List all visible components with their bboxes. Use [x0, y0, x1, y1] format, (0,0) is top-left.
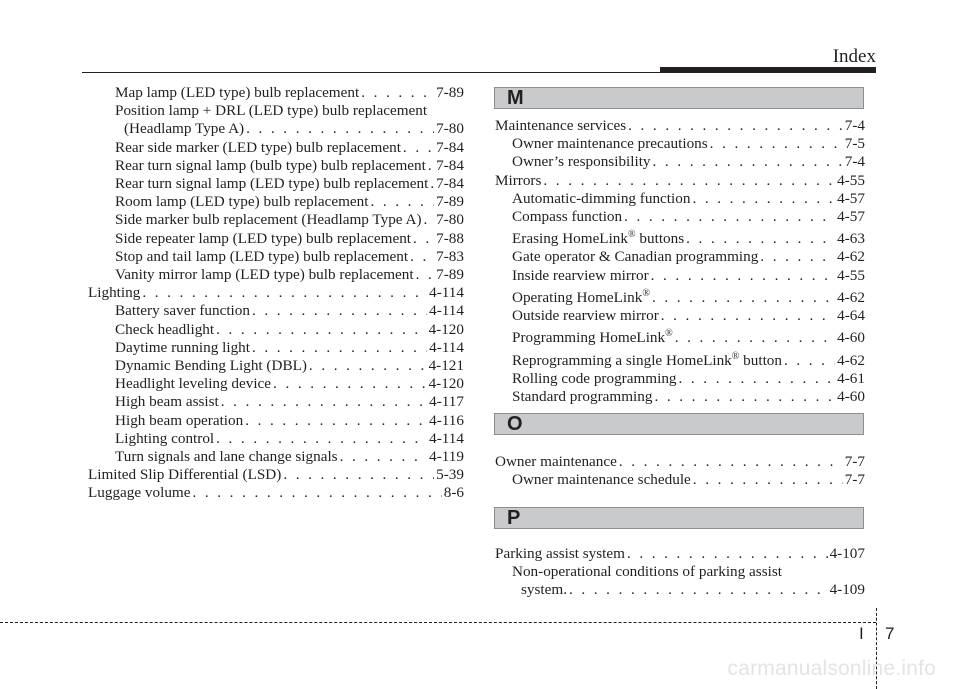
- leader-dots: [661, 307, 835, 325]
- entry-term: Position lamp + DRL (LED type) bulb replacement: [115, 102, 428, 120]
- leader-dots: [693, 471, 843, 489]
- entry-term: Standard programming: [512, 388, 653, 406]
- section-header-o: [494, 413, 864, 435]
- entry-page-ref: 4-119: [429, 448, 464, 466]
- leader-dots: [221, 393, 427, 411]
- leader-dots: [283, 466, 434, 484]
- leader-dots: [410, 248, 434, 266]
- registered-mark: ®: [628, 229, 636, 241]
- leader-dots: [413, 230, 434, 248]
- entry-page-ref: 4-55: [837, 266, 865, 284]
- index-entry: [88, 412, 464, 430]
- index-entry: [88, 284, 464, 302]
- entry-page-ref: 7-5: [844, 135, 865, 153]
- index-entry: [495, 285, 865, 307]
- section-header-p: [494, 507, 864, 529]
- entry-term: Parking assist system: [495, 545, 625, 562]
- leader-dots: [692, 190, 835, 208]
- index-entry: [495, 267, 865, 285]
- entry-term: Rear turn signal lamp (bulb type) bulb replacement: [115, 156, 426, 174]
- entry-page-ref: 7-89: [436, 84, 464, 101]
- entry-term: Side marker bulb replacement (Headlamp Type A): [115, 211, 422, 229]
- entry-page-ref: 7-4: [844, 153, 865, 171]
- leader-dots: [624, 208, 835, 226]
- index-entry: [88, 120, 464, 138]
- entry-term: Lighting: [88, 284, 141, 302]
- entry-page-ref: 5-39: [436, 466, 464, 484]
- entry-page-ref: 7-89: [436, 193, 464, 211]
- index-entry: [88, 248, 464, 266]
- index-entry: [495, 453, 865, 471]
- leader-dots: [216, 321, 426, 339]
- section-letter: O: [507, 413, 523, 435]
- entry-page-ref: 4-57: [837, 189, 865, 207]
- entry-term: Luggage volume: [88, 484, 191, 502]
- entry-page-ref: 7-88: [436, 229, 464, 247]
- entry-term: Inside rearview mirror: [512, 266, 649, 284]
- entry-page-ref: 4-114: [429, 429, 464, 447]
- leader-dots: [654, 388, 835, 406]
- index-entry: [88, 321, 464, 339]
- entry-term: Rear side marker (LED type) bulb replacement: [115, 138, 401, 156]
- index-entry: [495, 153, 865, 171]
- index-entry: [495, 190, 865, 208]
- entry-page-ref: 4-62: [837, 288, 865, 306]
- entry-page-ref: 4-64: [837, 307, 865, 325]
- index-entry: [495, 471, 865, 489]
- entry-page-ref: 7-89: [436, 266, 464, 284]
- leader-dots: [252, 339, 427, 357]
- leader-dots: [245, 412, 427, 430]
- entry-page-ref: 4-121: [428, 357, 464, 375]
- entry-page-ref: 7-4: [844, 117, 865, 134]
- entry-term: Gate operator & Canadian programming: [512, 248, 759, 266]
- entry-page-ref: 7-84: [436, 156, 464, 174]
- entry-term: Owner maintenance: [495, 453, 617, 470]
- index-entry: [495, 172, 865, 190]
- entry-page-ref: 4-120: [428, 375, 464, 393]
- entry-term: Reprogramming a single HomeLink® button: [512, 350, 782, 369]
- entry-page-ref: 8-6: [443, 484, 464, 502]
- footer-rule: [0, 622, 876, 623]
- footer-page-number: 7: [885, 624, 895, 643]
- index-entry: [88, 139, 464, 157]
- leader-dots: [569, 581, 828, 599]
- index-entry: [495, 370, 865, 388]
- entry-page-ref: 4-62: [837, 248, 865, 266]
- entry-page-ref: 4-60: [837, 329, 865, 347]
- entry-term: Maintenance services: [495, 117, 627, 134]
- index-entry: [495, 563, 865, 581]
- entry-term: Owner’s responsibility: [512, 153, 651, 171]
- leader-dots: [340, 448, 428, 466]
- index-entry: [495, 135, 865, 153]
- index-column-left: [88, 84, 464, 503]
- index-entry: [88, 357, 464, 375]
- index-entry: [88, 466, 464, 484]
- entry-page-ref: 7-83: [436, 247, 464, 265]
- index-entry: [495, 545, 865, 563]
- entry-page-ref: 4-55: [837, 171, 865, 189]
- entry-page-ref: 4-62: [837, 351, 865, 369]
- leader-dots: [424, 211, 435, 229]
- leader-dots: [309, 357, 427, 375]
- index-entry: [88, 211, 464, 229]
- index-entry: [88, 375, 464, 393]
- leader-dots: [710, 135, 843, 153]
- registered-mark: ®: [731, 350, 740, 362]
- leader-dots: [370, 193, 434, 211]
- entry-term: Turn signals and lane change signals: [115, 448, 338, 466]
- entry-term: Headlight leveling device: [115, 375, 272, 393]
- leader-dots: [252, 302, 427, 320]
- entry-term: Rolling code programming: [512, 369, 677, 387]
- header-rule: [82, 72, 876, 73]
- leader-dots: [403, 139, 434, 157]
- index-entry: [88, 484, 464, 502]
- index-entry: [495, 117, 865, 135]
- entry-page-ref: 4-60: [837, 388, 865, 406]
- entry-page-ref: 4-120: [428, 320, 464, 338]
- leader-dots: [246, 120, 434, 138]
- index-section-p: [495, 545, 865, 600]
- entry-page-ref: 4-117: [429, 393, 464, 411]
- entry-term: High beam assist: [115, 393, 219, 411]
- entry-page-ref: 4-116: [429, 411, 464, 429]
- entry-page-ref: 7-7: [844, 471, 865, 489]
- entry-term: Outside rearview mirror: [512, 307, 659, 325]
- entry-term: Mirrors: [495, 171, 542, 189]
- registered-mark: ®: [642, 287, 650, 299]
- entry-term: (Headlamp Type A): [124, 120, 245, 138]
- index-section-m: [495, 117, 865, 406]
- section-header-m: [494, 87, 864, 109]
- leader-dots: [651, 267, 836, 285]
- leader-dots: [543, 172, 835, 190]
- index-entry: [495, 388, 865, 406]
- entry-page-ref: 4-114: [429, 338, 464, 356]
- index-section-o: [495, 453, 865, 489]
- index-entry: [495, 325, 865, 347]
- leader-dots: [142, 284, 427, 302]
- entry-term: Check headlight: [115, 320, 215, 338]
- index-entry: [88, 448, 464, 466]
- index-entry: [88, 102, 464, 120]
- leader-dots: [653, 153, 843, 171]
- entry-term: Lighting control: [115, 429, 215, 447]
- entry-page-ref: 7-84: [436, 175, 464, 193]
- index-entry: [88, 430, 464, 448]
- leader-dots: [430, 175, 434, 193]
- entry-term: system.: [521, 581, 567, 599]
- index-entry: [495, 581, 865, 599]
- entry-term: Battery saver function: [115, 302, 250, 320]
- index-entry: [495, 208, 865, 226]
- leader-dots: [628, 117, 843, 135]
- entry-term: Room lamp (LED type) bulb replacement: [115, 193, 369, 211]
- entry-term: Limited Slip Differential (LSD): [88, 466, 282, 484]
- leader-dots: [273, 375, 427, 393]
- entry-page-ref: 4-114: [429, 284, 464, 302]
- header-rule-accent: [660, 67, 876, 72]
- entry-page-ref: 4-63: [837, 230, 865, 248]
- leader-dots: [416, 266, 435, 284]
- index-entry: [88, 157, 464, 175]
- index-entry: [495, 226, 865, 248]
- index-entry: [495, 348, 865, 370]
- index-entry: [88, 266, 464, 284]
- leader-dots: [679, 370, 836, 388]
- entry-term: High beam operation: [115, 411, 244, 429]
- entry-term: Operating HomeLink®: [512, 287, 650, 306]
- leader-dots: [760, 248, 835, 266]
- entry-term: Map lamp (LED type) bulb replacement: [115, 84, 360, 101]
- index-entry: [88, 175, 464, 193]
- leader-dots: [627, 545, 828, 563]
- index-entry: [88, 84, 464, 102]
- entry-term: Rear turn signal lamp (LED type) bulb replacement: [115, 175, 429, 193]
- leader-dots: [784, 352, 835, 370]
- entry-page-ref: 7-80: [436, 120, 464, 138]
- entry-term: Non-operational conditions of parking assist: [512, 563, 782, 581]
- index-entry: [495, 307, 865, 325]
- entry-term: Automatic-dimming function: [512, 189, 691, 207]
- entry-term: Owner maintenance precautions: [512, 135, 708, 153]
- entry-page-ref: 7-7: [844, 453, 865, 470]
- registered-mark: ®: [665, 328, 673, 340]
- entry-page-ref: 4-61: [837, 369, 865, 387]
- leader-dots: [619, 453, 843, 471]
- index-entry: [88, 230, 464, 248]
- leader-dots: [216, 430, 427, 448]
- entry-term: Erasing HomeLink® buttons: [512, 229, 685, 248]
- entry-page-ref: 4-107: [829, 545, 865, 562]
- leader-dots: [686, 230, 835, 248]
- leader-dots: [428, 157, 434, 175]
- index-entry: [88, 393, 464, 411]
- index-entry: [88, 193, 464, 211]
- entry-term: Programming HomeLink®: [512, 328, 673, 347]
- page-title: Index: [832, 46, 876, 67]
- entry-page-ref: 7-84: [436, 138, 464, 156]
- section-letter: M: [507, 87, 524, 109]
- leader-dots: [652, 289, 835, 307]
- entry-page-ref: 7-80: [436, 211, 464, 229]
- index-entry: [495, 248, 865, 266]
- leader-dots: [675, 329, 835, 347]
- entry-term: Owner maintenance schedule: [512, 471, 691, 489]
- entry-term: Vanity mirror lamp (LED type) bulb replacement: [115, 266, 414, 284]
- entry-term: Compass function: [512, 208, 623, 226]
- footer-section-label: I: [859, 624, 864, 643]
- entry-page-ref: 4-114: [429, 302, 464, 320]
- index-entry: [88, 339, 464, 357]
- entry-term: Stop and tail lamp (LED type) bulb replacement: [115, 247, 409, 265]
- entry-term: Side repeater lamp (LED type) bulb replacement: [115, 229, 412, 247]
- entry-page-ref: 4-57: [837, 208, 865, 226]
- watermark: carmanualsonline.info: [727, 657, 936, 680]
- entry-term: Dynamic Bending Light (DBL): [115, 357, 307, 375]
- leader-dots: [193, 484, 442, 502]
- entry-term: Daytime running light: [115, 338, 250, 356]
- index-entry: [88, 302, 464, 320]
- section-letter: P: [507, 507, 521, 529]
- leader-dots: [361, 84, 434, 102]
- entry-page-ref: 4-109: [829, 581, 865, 599]
